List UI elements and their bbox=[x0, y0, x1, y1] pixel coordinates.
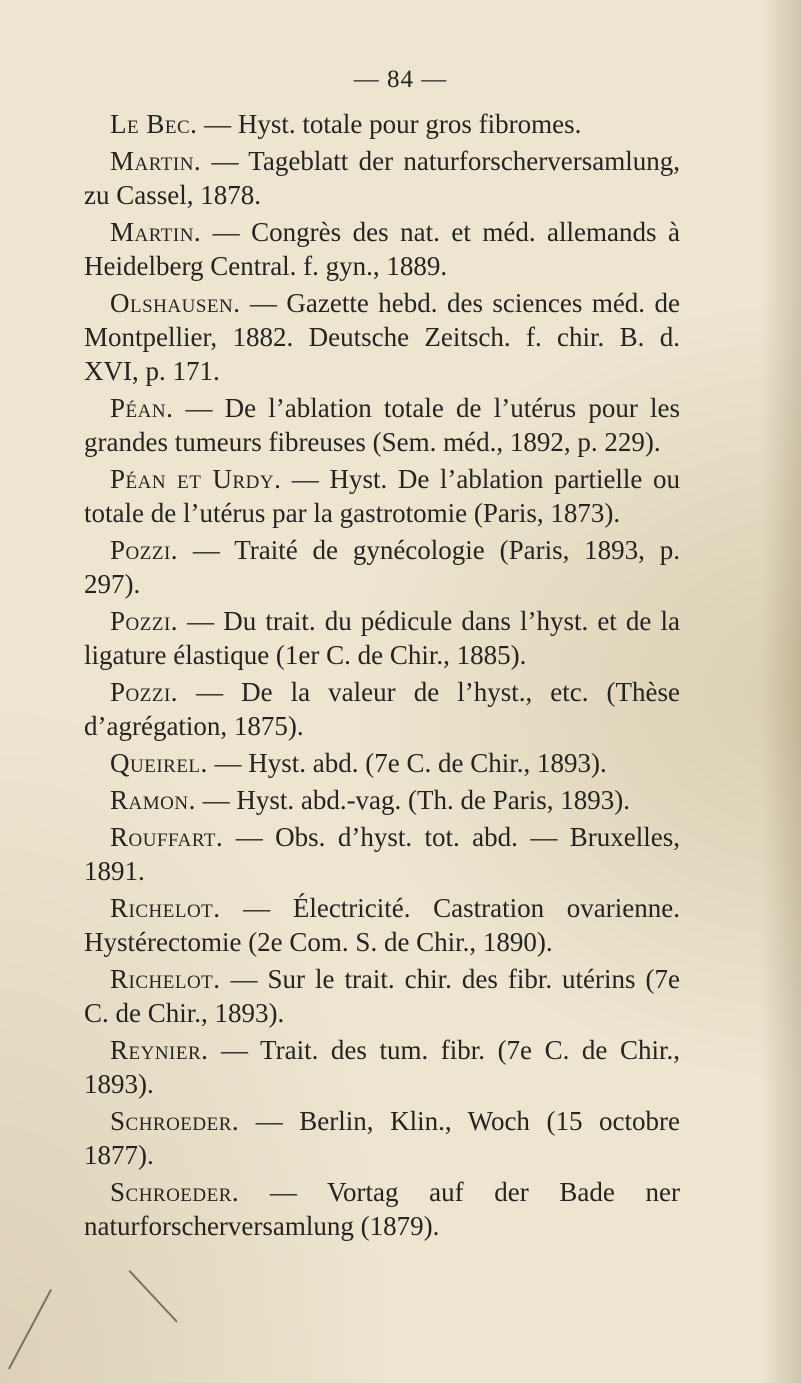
entry-author: Schroeder. bbox=[110, 1106, 240, 1136]
entry-text: — De l’ablation totale de l’utérus pour les grandes tumeurs fibreuses (Sem. méd., 1892, p. 229). bbox=[84, 393, 680, 457]
bibliography-entry bbox=[84, 286, 680, 388]
bibliography-entry bbox=[84, 604, 680, 672]
bibliography-entry bbox=[84, 746, 680, 780]
bibliography-entry bbox=[84, 675, 680, 743]
entry-author: Schroeder. bbox=[110, 1177, 240, 1207]
bibliography-entry bbox=[84, 107, 680, 141]
entry-text: — Traité de gynécologie (Paris, 1893, p. 297). bbox=[84, 535, 680, 599]
bibliography-entry bbox=[84, 215, 680, 283]
entry-text: — Électricité. Castration ovarienne. Hystérectomie (2e Com. S. de Chir., 1890). bbox=[84, 893, 680, 957]
bibliography-entry bbox=[84, 820, 680, 888]
entry-text: — Vortag auf der Bade ner naturforscherversamlung (1879). bbox=[84, 1177, 680, 1241]
entry-author: Olshausen. bbox=[110, 288, 241, 318]
entry-author: Pozzi. bbox=[110, 677, 179, 707]
entry-author: Le Bec. bbox=[110, 109, 198, 139]
bibliography-entry bbox=[84, 783, 680, 817]
entry-text: — Tageblatt der naturforscherversamlung, zu Cassel, 1878. bbox=[84, 146, 680, 210]
bibliography-entry bbox=[84, 462, 680, 530]
bibliography-entry bbox=[84, 1104, 680, 1172]
page-number: — 84 — bbox=[353, 66, 448, 93]
bibliography-entry bbox=[84, 1033, 680, 1101]
entry-author: Richelot. bbox=[110, 893, 221, 923]
entry-text: — Trait. des tum. fibr. (7e C. de Chir., 1893). bbox=[84, 1035, 680, 1099]
bibliography-entry bbox=[84, 391, 680, 459]
entry-author: Martin. bbox=[110, 217, 202, 247]
entry-text: — De la valeur de l’hyst., etc. (Thèse d’agrégation, 1875). bbox=[84, 677, 680, 741]
entry-text: — Hyst. abd.-vag. (Th. de Paris, 1893). bbox=[195, 785, 631, 815]
entry-text: — Berlin, Klin., Woch (15 octobre 1877). bbox=[84, 1106, 680, 1170]
bibliography-entry bbox=[84, 533, 680, 601]
entry-text: — Obs. d’hyst. tot. abd. — Bruxelles, 1891. bbox=[84, 822, 680, 886]
entry-text: — Hyst. De l’ablation partielle ou totale de l’utérus par la gastrotomie (Paris, 1873). bbox=[84, 464, 681, 528]
entry-author: Ramon. bbox=[110, 785, 196, 815]
bibliography-entry bbox=[84, 1175, 680, 1243]
page-edge-shadow bbox=[761, 0, 801, 1383]
entry-author: Rouffart. bbox=[110, 822, 224, 852]
bibliography-entry bbox=[84, 891, 680, 959]
entry-author: Péan et Urdy. bbox=[110, 464, 282, 494]
entry-text: — Gazette hebd. des sciences méd. de Montpellier, 1882. Deutsche Zeitsch. f. chir. B. d. XVI, p. 171. bbox=[84, 288, 680, 386]
entry-text: — Hyst. abd. (7e C. de Chir., 1893). bbox=[207, 748, 607, 778]
entry-author: Martin. bbox=[110, 146, 202, 176]
entry-text: — Hyst. totale pour gros fibromes. bbox=[197, 109, 582, 139]
entry-text: — Congrès des nat. et méd. allemands à Heidelberg Central. f. gyn., 1889. bbox=[84, 217, 680, 281]
bibliography-entry bbox=[84, 144, 680, 212]
bibliography-list bbox=[84, 107, 680, 1246]
entry-author: Reynier. bbox=[110, 1035, 209, 1065]
entry-author: Richelot. bbox=[110, 964, 221, 994]
entry-author: Pozzi. bbox=[110, 606, 179, 636]
pencil-stroke bbox=[8, 1289, 52, 1369]
entry-author: Queirel. bbox=[110, 748, 208, 778]
entry-text: — Du trait. du pédicule dans l’hyst. et de la ligature élastique (1er C. de Chir., 1885). bbox=[84, 606, 680, 670]
bibliography-entry bbox=[84, 962, 680, 1030]
entry-author: Pozzi. bbox=[110, 535, 179, 565]
entry-text: — Sur le trait. chir. des fibr. utérins (7e C. de Chir., 1893). bbox=[84, 964, 680, 1028]
pencil-stroke bbox=[129, 1270, 178, 1322]
entry-author: Péan. bbox=[110, 393, 174, 423]
